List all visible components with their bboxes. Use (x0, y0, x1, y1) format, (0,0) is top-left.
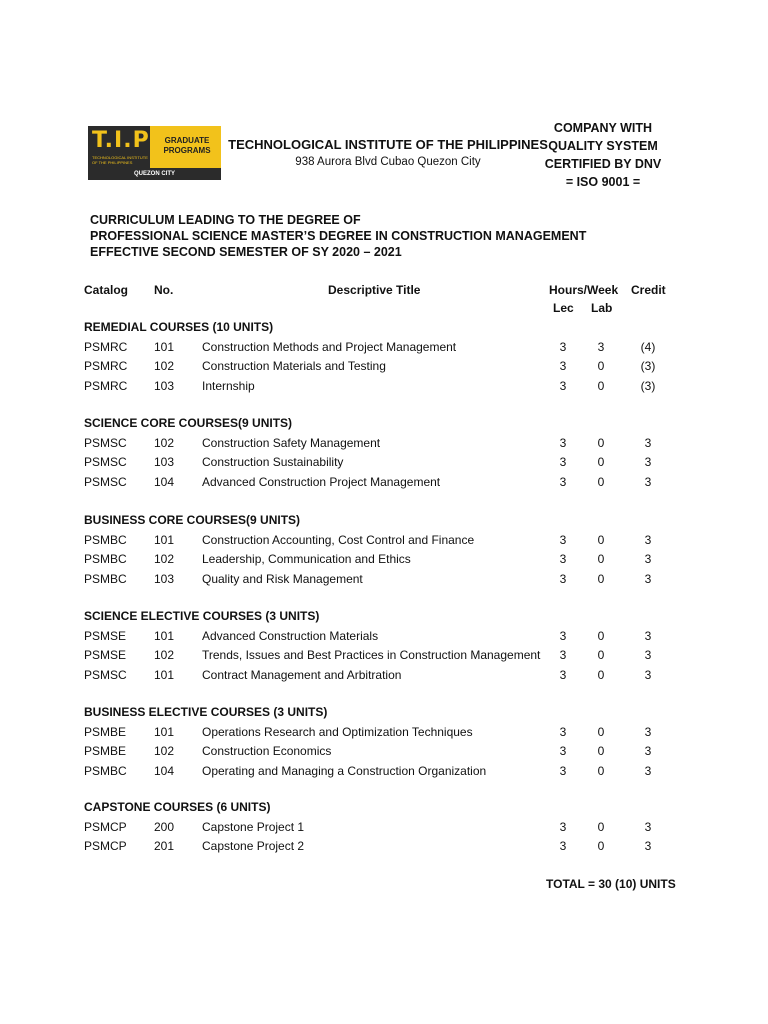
course-row (0, 552, 768, 571)
course-number: 102 (154, 359, 175, 374)
course-row (0, 436, 768, 455)
course-title: Construction Sustainability (202, 455, 344, 470)
course-lab-hours: 0 (597, 359, 605, 374)
course-credit: (3) (640, 378, 656, 393)
course-lab-hours: 0 (597, 839, 605, 854)
course-number: 101 (154, 667, 175, 682)
column-header-lec: Lec (553, 301, 574, 315)
course-row (0, 572, 768, 591)
course-number: 101 (154, 340, 175, 354)
course-credit: 3 (644, 571, 652, 586)
course-lab-hours: 0 (597, 820, 605, 834)
heading-line: EFFECTIVE SECOND SEMESTER OF SY 2020 – 2021 (90, 245, 402, 259)
course-lab-hours: 0 (597, 763, 605, 778)
course-lab-hours: 0 (597, 378, 605, 393)
course-lec-hours: 3 (559, 378, 567, 393)
course-lec-hours: 3 (559, 571, 567, 586)
course-lab-hours: 0 (597, 629, 605, 643)
curriculum-heading (90, 212, 586, 260)
course-catalog: PSMBE (84, 725, 127, 739)
course-catalog: PSMBE (84, 744, 127, 759)
course-number: 102 (154, 744, 175, 759)
course-lec-hours: 3 (559, 763, 567, 778)
course-number: 102 (154, 436, 175, 450)
column-header-credit: Credit (631, 283, 666, 297)
course-title: Capstone Project 1 (202, 820, 305, 834)
course-lec-hours: 3 (559, 648, 567, 663)
course-row (0, 455, 768, 474)
course-lab-hours: 0 (597, 533, 605, 547)
course-title: Leadership, Communication and Ethics (202, 552, 411, 567)
course-title: Construction Materials and Testing (202, 359, 386, 374)
logo-tip-text: T.I.P (92, 128, 150, 153)
section-heading: CAPSTONE COURSES (6 UNITS) (84, 800, 271, 814)
course-lab-hours: 3 (597, 340, 605, 354)
institution-address: 938 Aurora Blvd Cubao Quezon City (295, 156, 481, 168)
course-lec-hours: 3 (559, 725, 567, 739)
course-lec-hours: 3 (559, 839, 567, 854)
course-credit: 3 (644, 648, 652, 663)
course-catalog: PSMBC (84, 763, 127, 778)
cert-line: CERTIFIED BY DNV (544, 157, 662, 171)
heading-line: CURRICULUM LEADING TO THE DEGREE OF (90, 213, 361, 227)
course-catalog: PSMBC (84, 571, 127, 586)
column-header-no: No. (154, 283, 174, 297)
course-credit: 3 (644, 763, 652, 778)
course-number: 201 (154, 839, 175, 854)
course-catalog: PSMSE (84, 629, 127, 643)
column-header-lab: Lab (591, 301, 613, 315)
course-lec-hours: 3 (559, 359, 567, 374)
course-catalog: PSMSC (84, 667, 127, 682)
course-credit: 3 (644, 820, 652, 834)
course-lec-hours: 3 (559, 474, 567, 489)
course-row (0, 764, 768, 783)
logo-city-text: QUEZON CITY (88, 168, 221, 180)
course-row (0, 379, 768, 398)
course-lab-hours: 0 (597, 571, 605, 586)
course-credit: 3 (644, 436, 652, 450)
section-heading: SCIENCE ELECTIVE COURSES (3 UNITS) (84, 609, 320, 623)
course-catalog: PSMSE (84, 648, 127, 663)
course-row (0, 648, 768, 667)
course-lec-hours: 3 (559, 820, 567, 834)
course-title: Advanced Construction Project Management (202, 474, 441, 489)
course-catalog: PSMRC (84, 378, 128, 393)
course-row (0, 820, 768, 839)
course-title: Construction Safety Management (202, 436, 381, 450)
course-row (0, 839, 768, 858)
course-lab-hours: 0 (597, 667, 605, 682)
course-lec-hours: 3 (559, 455, 567, 470)
course-row (0, 475, 768, 494)
course-lec-hours: 3 (559, 744, 567, 759)
course-number: 104 (154, 474, 175, 489)
course-lab-hours: 0 (597, 455, 605, 470)
course-row (0, 725, 768, 744)
course-catalog: PSMBC (84, 552, 127, 567)
course-catalog: PSMBC (84, 533, 127, 547)
course-catalog: PSMSC (84, 455, 127, 470)
course-title: Construction Methods and Project Management (202, 340, 457, 354)
course-lab-hours: 0 (597, 436, 605, 450)
course-lec-hours: 3 (559, 340, 567, 354)
course-title: Operations Research and Optimization Techniques (202, 725, 473, 739)
course-lab-hours: 0 (597, 744, 605, 759)
course-credit: 3 (644, 839, 652, 854)
logo-mark (88, 126, 150, 168)
course-number: 104 (154, 763, 175, 778)
course-catalog: PSMRC (84, 359, 128, 374)
section-heading: BUSINESS ELECTIVE COURSES (3 UNITS) (84, 705, 328, 719)
course-lab-hours: 0 (597, 552, 605, 567)
course-credit: 3 (644, 474, 652, 489)
section-heading: BUSINESS CORE COURSES(9 UNITS) (84, 513, 301, 527)
course-number: 200 (154, 820, 175, 834)
course-row (0, 668, 768, 687)
course-title: Construction Economics (202, 744, 332, 759)
course-credit: (3) (640, 359, 656, 374)
course-lec-hours: 3 (559, 667, 567, 682)
course-catalog: PSMCP (84, 839, 127, 854)
column-header-hours: Hours/Week (549, 283, 619, 297)
course-title: Trends, Issues and Best Practices in Construction Management (202, 648, 541, 663)
course-row (0, 340, 768, 359)
course-row (0, 359, 768, 378)
tip-logo (88, 126, 221, 180)
course-number: 101 (154, 725, 175, 739)
course-number: 101 (154, 629, 175, 643)
course-title: Advanced Construction Materials (202, 629, 379, 643)
total-units: TOTAL = 30 (10) UNITS (546, 877, 676, 891)
course-number: 103 (154, 571, 175, 586)
section-heading: SCIENCE CORE COURSES(9 UNITS) (84, 416, 293, 430)
course-credit: 3 (644, 744, 652, 759)
course-lab-hours: 0 (597, 474, 605, 489)
course-lab-hours: 0 (597, 648, 605, 663)
course-credit: 3 (644, 533, 652, 547)
course-credit: 3 (644, 667, 652, 682)
course-number: 103 (154, 378, 175, 393)
course-lab-hours: 0 (597, 725, 605, 739)
course-catalog: PSMRC (84, 340, 128, 354)
course-lec-hours: 3 (559, 629, 567, 643)
course-lec-hours: 3 (559, 533, 567, 547)
logo-program-text: GRADUATE PROGRAMS (163, 136, 211, 155)
course-title: Internship (202, 378, 255, 393)
course-row (0, 533, 768, 552)
course-row (0, 744, 768, 763)
course-row (0, 629, 768, 648)
course-lec-hours: 3 (559, 436, 567, 450)
course-title: Quality and Risk Management (202, 571, 363, 586)
course-title: Operating and Managing a Construction Organization (202, 763, 487, 778)
course-title: Contract Management and Arbitration (202, 667, 402, 682)
course-catalog: PSMSC (84, 474, 127, 489)
logo-small-text: TECHNOLOGICAL INSTITUTE OF THE PHILIPPINES (92, 155, 148, 165)
column-header-catalog: Catalog (84, 283, 129, 297)
column-header-title: Descriptive Title (328, 283, 421, 297)
course-title: Capstone Project 2 (202, 839, 305, 854)
course-number: 102 (154, 552, 175, 567)
course-credit: 3 (644, 552, 652, 567)
cert-line: = ISO 9001 = (565, 175, 641, 189)
section-heading: REMEDIAL COURSES (10 UNITS) (84, 320, 274, 334)
course-catalog: PSMSC (84, 436, 127, 450)
heading-line: PROFESSIONAL SCIENCE MASTER’S DEGREE IN CONSTRUCTION MANAGEMENT (90, 229, 587, 243)
cert-line: COMPANY WITH (553, 121, 653, 135)
course-catalog: PSMCP (84, 820, 127, 834)
course-credit: 3 (644, 629, 652, 643)
course-number: 102 (154, 648, 175, 663)
course-lec-hours: 3 (559, 552, 567, 567)
course-number: 103 (154, 455, 175, 470)
course-credit: (4) (640, 340, 656, 354)
institution-name: TECHNOLOGICAL INSTITUTE OF THE PHILIPPINES (228, 137, 548, 152)
course-number: 101 (154, 533, 175, 547)
course-credit: 3 (644, 455, 652, 470)
cert-line: QUALITY SYSTEM (548, 139, 658, 153)
course-title: Construction Accounting, Cost Control and Finance (202, 533, 475, 547)
certification-block (528, 119, 678, 191)
course-credit: 3 (644, 725, 652, 739)
